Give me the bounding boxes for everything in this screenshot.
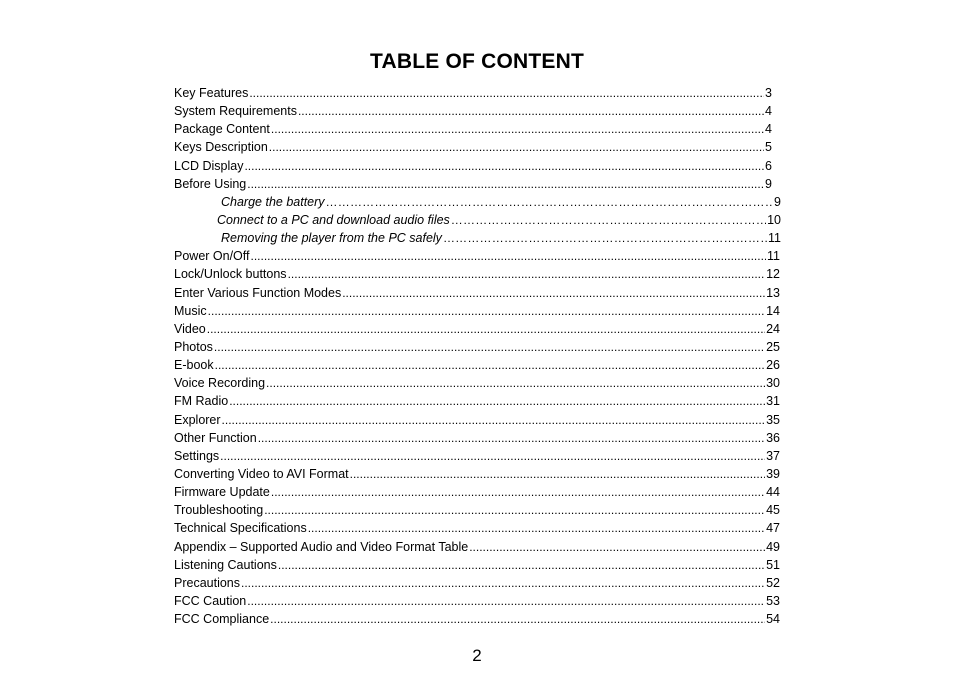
dot-leader: [241, 574, 765, 592]
toc-entry-charge-the-battery[interactable]: [174, 193, 781, 211]
toc-entry-connect-to-pc[interactable]: [174, 211, 781, 229]
dot-leader: [469, 538, 765, 556]
toc-entry-page: 31: [766, 394, 780, 409]
toc-entry-page: 51: [766, 557, 780, 572]
toc-entry-title: Package Content: [174, 122, 270, 137]
toc-entry-settings[interactable]: [174, 447, 781, 465]
toc-entry-before-using[interactable]: [174, 175, 781, 193]
toc-entry-page: 30: [766, 376, 780, 391]
toc-entry-system-requirements[interactable]: [174, 102, 781, 120]
dot-leader: [264, 501, 765, 519]
toc-entry-page: 11: [767, 249, 780, 264]
toc-entry-technical-specifications[interactable]: [174, 519, 781, 537]
toc-entry-photos[interactable]: [174, 338, 781, 356]
dot-leader: [207, 320, 765, 338]
toc-entry-title: Settings: [174, 448, 220, 463]
dot-leader: [266, 374, 765, 392]
dot-leader: [222, 411, 766, 429]
toc-entry-title: System Requirements: [174, 104, 297, 119]
toc-entry-title: Converting Video to AVI Format: [174, 466, 349, 481]
toc-entry-page: 35: [766, 412, 780, 427]
toc-entry-explorer[interactable]: [174, 411, 781, 429]
dot-leader: [269, 138, 764, 156]
toc-entry-page: 36: [766, 430, 780, 445]
dot-leader: [229, 392, 765, 410]
toc-entry-title: Photos: [174, 339, 213, 354]
dot-leader: [298, 102, 764, 120]
dot-leader: [214, 338, 765, 356]
toc-entry-title: Appendix – Supported Audio and Video Format Table: [174, 539, 469, 554]
toc-entry-page: 12: [766, 267, 780, 282]
toc-entry-page: 4: [765, 122, 772, 137]
dot-leader: [326, 193, 774, 211]
toc-entry-appendix[interactable]: [174, 538, 781, 556]
toc-entry-title: Removing the player from the PC safely: [221, 231, 442, 246]
toc-entry-title: LCD Display: [174, 158, 244, 173]
page-number: 2: [472, 646, 482, 665]
toc-entry-title: Video: [174, 321, 206, 336]
dot-leader: [271, 120, 764, 138]
toc-entry-page: 13: [766, 285, 780, 300]
dot-leader: [208, 302, 765, 320]
dot-leader: [258, 429, 765, 447]
dot-leader: [451, 211, 766, 229]
toc-entry-title: Listening Cautions: [174, 557, 277, 572]
toc-entry-title: Voice Recording: [174, 376, 266, 391]
toc-entry-page: 10: [767, 212, 781, 227]
dot-leader: [308, 519, 765, 537]
toc-entry-firmware-update[interactable]: [174, 483, 781, 501]
toc-entry-title: Key Features: [174, 86, 249, 100]
toc-entry-title: FCC Compliance: [174, 612, 270, 627]
dot-leader: [247, 175, 764, 193]
toc-entry-keys-description[interactable]: [174, 138, 781, 156]
toc-entry-page: 37: [766, 448, 780, 463]
toc-entry-lcd-display[interactable]: [174, 157, 781, 175]
toc-entry-e-book[interactable]: [174, 356, 781, 374]
toc-entry-page: 39: [766, 466, 780, 481]
toc-entry-title: Power On/Off: [174, 249, 250, 264]
toc-entry-title: Charge the battery: [221, 194, 325, 209]
dot-leader: [215, 356, 765, 374]
toc-entry-title: Other Function: [174, 430, 257, 445]
toc-entry-page: 52: [766, 575, 780, 590]
toc-entry-lock-unlock-buttons[interactable]: [174, 265, 781, 283]
toc-entry-fm-radio[interactable]: [174, 392, 781, 410]
toc-entry-page: 45: [766, 503, 780, 518]
toc-entry-page: 54: [766, 612, 780, 627]
toc-entry-title: Music: [174, 303, 207, 318]
dot-leader: [443, 229, 767, 247]
toc-entry-title: Explorer: [174, 412, 221, 427]
toc-entry-listening-cautions[interactable]: [174, 556, 781, 574]
dot-leader: [342, 284, 765, 302]
toc-entry-voice-recording[interactable]: [174, 374, 781, 392]
toc-entry-page: 49: [766, 539, 780, 554]
toc-entry-page: 24: [766, 321, 780, 336]
toc-entry-title: Lock/Unlock buttons: [174, 267, 287, 282]
toc-entry-page: 3: [765, 86, 772, 100]
toc-entry-package-content[interactable]: [174, 120, 781, 138]
dot-leader: [271, 483, 765, 501]
toc-entry-title: Connect to a PC and download audio files: [217, 212, 450, 227]
toc-entry-key-features[interactable]: [174, 84, 781, 102]
toc-entry-fcc-caution[interactable]: [174, 592, 781, 610]
toc-entry-precautions[interactable]: [174, 574, 781, 592]
toc-entry-music[interactable]: [174, 302, 781, 320]
toc-entry-page: 44: [766, 485, 780, 500]
toc-entry-title: Firmware Update: [174, 485, 270, 500]
dot-leader: [244, 157, 764, 175]
toc-entry-page: 14: [766, 303, 780, 318]
table-of-contents: [174, 84, 781, 628]
toc-entry-title: Technical Specifications: [174, 521, 307, 536]
toc-entry-video[interactable]: [174, 320, 781, 338]
dot-leader: [288, 265, 766, 283]
toc-entry-other-function[interactable]: [174, 429, 781, 447]
toc-entry-page: 25: [766, 339, 780, 354]
toc-entry-title: Enter Various Function Modes: [174, 285, 342, 300]
dot-leader: [270, 610, 765, 628]
toc-entry-page: 9: [765, 176, 772, 191]
toc-entry-power-on-off[interactable]: [174, 247, 781, 265]
toc-entry-page: 6: [765, 158, 772, 173]
toc-entry-page: 11: [768, 231, 781, 246]
dot-leader: [350, 465, 765, 483]
toc-entry-converting-video[interactable]: [174, 465, 781, 483]
toc-entry-title: Troubleshooting: [174, 503, 264, 518]
toc-entry-title: E-book: [174, 358, 214, 373]
toc-entry-page: 26: [766, 358, 780, 373]
dot-leader: [251, 247, 767, 265]
toc-entry-title: Before Using: [174, 176, 247, 191]
toc-entry-function-modes[interactable]: [174, 284, 781, 302]
toc-entry-page: 5: [765, 140, 772, 155]
toc-entry-page: 4: [765, 104, 772, 119]
toc-entry-title: FCC Caution: [174, 593, 247, 608]
toc-entry-troubleshooting[interactable]: [174, 501, 781, 519]
toc-entry-title: Keys Description: [174, 140, 268, 155]
toc-entry-fcc-compliance[interactable]: [174, 610, 781, 628]
dot-leader: [249, 84, 764, 102]
toc-entry-page: 47: [766, 521, 780, 536]
toc-entry-page: 9: [774, 194, 781, 209]
toc-entry-page: 53: [766, 593, 780, 608]
page-title: TABLE OF CONTENT: [370, 50, 584, 73]
toc-entry-removing-the-player[interactable]: [174, 229, 781, 247]
dot-leader: [220, 447, 765, 465]
dot-leader: [278, 556, 765, 574]
toc-entry-title: Precautions: [174, 575, 241, 590]
toc-entry-title: FM Radio: [174, 394, 229, 409]
dot-leader: [247, 592, 765, 610]
